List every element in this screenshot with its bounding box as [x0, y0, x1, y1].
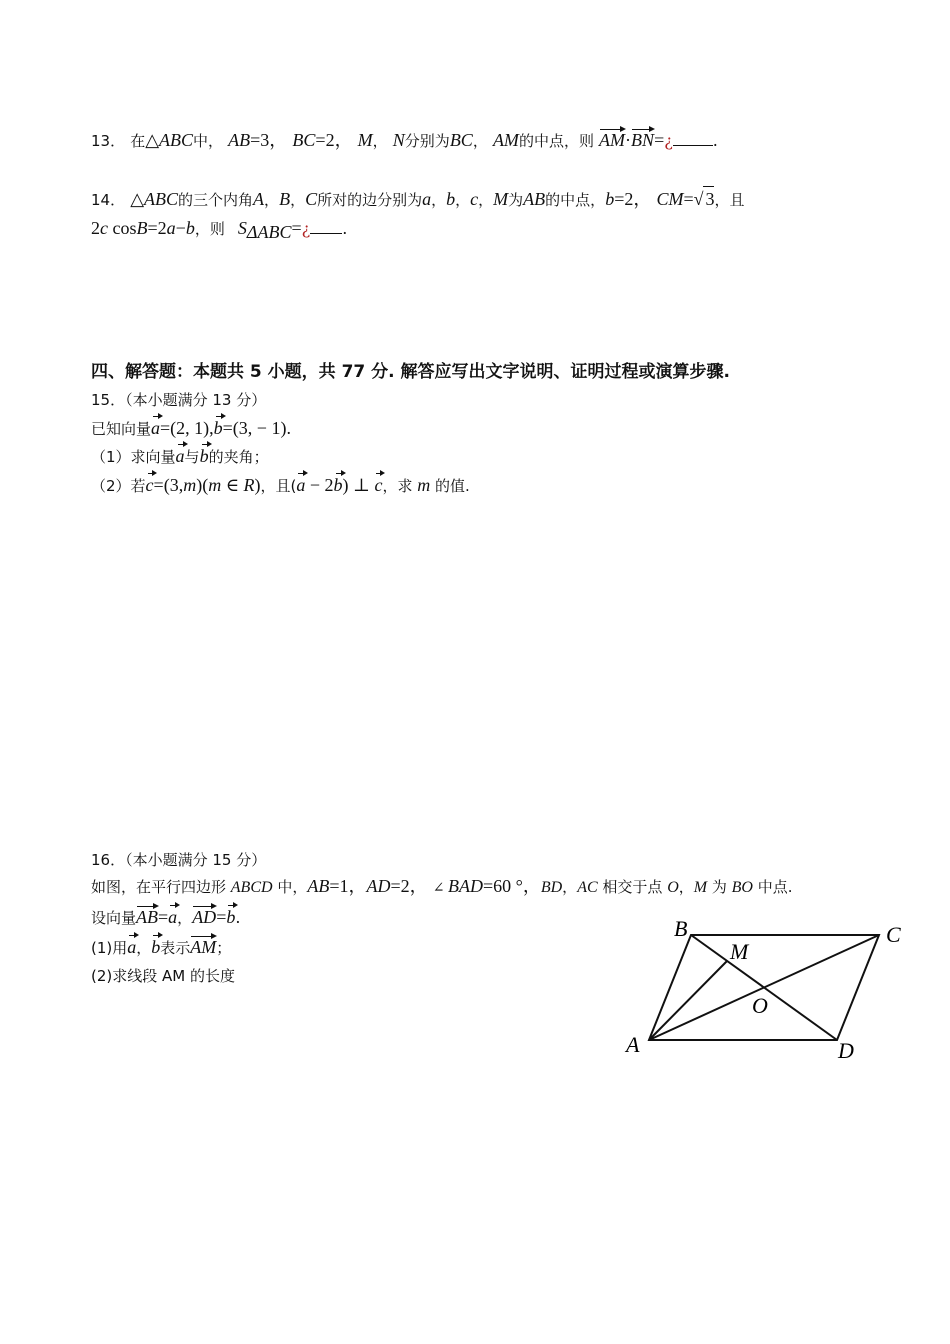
- label-c: C: [886, 922, 901, 947]
- q16-bd: BD: [540, 879, 563, 896]
- vector-a: a: [168, 907, 178, 927]
- var-m: m: [417, 475, 431, 495]
- q14-text: ，且: [714, 191, 745, 209]
- vector-c: c: [374, 475, 383, 495]
- q13-end: .: [712, 131, 718, 150]
- q16-comma: ，: [136, 939, 152, 957]
- cos-function: cos: [108, 218, 137, 238]
- angle-symbol: ∠: [432, 881, 448, 896]
- triangle-symbol: △: [145, 130, 160, 150]
- q16-comma: ，: [177, 909, 193, 927]
- q15-text: 的夹角；: [208, 448, 269, 466]
- q15-part1: [91, 444, 269, 469]
- q16-end: ；: [216, 939, 232, 957]
- q14-c: c: [470, 189, 479, 209]
- minus-sign: −: [175, 218, 186, 238]
- q14-text: ，则: [194, 220, 225, 238]
- vector-a: a: [127, 937, 137, 957]
- q15-text: 的值.: [430, 477, 470, 495]
- q15-text: （2）若: [91, 477, 146, 495]
- vector-a: a: [175, 446, 185, 466]
- q16-eq: =60 °，: [482, 876, 541, 896]
- q14-A: A: [253, 189, 265, 209]
- label-o: O: [752, 993, 768, 1018]
- vector-a: a: [151, 418, 161, 438]
- q14-b: b: [185, 218, 195, 238]
- q16-ac: AC: [577, 879, 598, 896]
- dot-operator: ·: [625, 130, 632, 150]
- var-m: m: [183, 475, 197, 495]
- q16-m: M: [693, 879, 708, 896]
- q13-eq: =2，: [315, 130, 353, 150]
- area-subscript: ΔABC: [246, 222, 292, 243]
- q14-comma: ，: [264, 191, 280, 209]
- q14-eq: =2: [147, 218, 167, 238]
- q16-text: 表示: [160, 939, 191, 957]
- q14-b: b: [446, 189, 456, 209]
- vector-a-value: =(2, 1),: [160, 418, 214, 438]
- q14-eq: =2，: [614, 189, 652, 209]
- vector-b: b: [333, 475, 343, 495]
- q14-B: B: [279, 189, 291, 209]
- q14-text: 所对的边分别为: [317, 191, 423, 209]
- q13-comma: ，: [472, 132, 488, 150]
- sqrt-radicand: 3: [703, 186, 714, 211]
- q16-comma: ，: [678, 878, 694, 896]
- q13-number: 13．: [91, 132, 126, 150]
- q14-line1: [91, 186, 745, 212]
- q14-text: 的中点，: [545, 191, 606, 209]
- q15-text: （1）求向量: [91, 448, 176, 466]
- answer-placeholder: ¿: [301, 219, 311, 238]
- q13-comma: ，: [372, 132, 388, 150]
- q15-text: ，求: [382, 477, 418, 495]
- q13-text: 分别为: [404, 132, 450, 150]
- label-m: M: [730, 939, 749, 964]
- q14-text: 的三个内角: [178, 191, 254, 209]
- q14-coef: 2: [91, 218, 100, 238]
- q16-eq: =1，: [329, 876, 367, 896]
- q16-text: (1)用: [91, 939, 128, 957]
- q16-o: O: [667, 879, 679, 896]
- q14-comma: ，: [455, 191, 471, 209]
- paren: )(: [196, 475, 209, 495]
- minus-2: − 2: [305, 475, 334, 495]
- vector-am: AM: [599, 130, 626, 150]
- q16-text: 中点.: [752, 878, 793, 896]
- q16-text: 中，: [272, 878, 308, 896]
- q13-line: [91, 128, 718, 153]
- q13-bc2: BC: [449, 130, 473, 150]
- q14-CM: CM: [656, 189, 684, 209]
- q15-title: 15．（本小题满分 13 分）: [91, 391, 267, 409]
- sqrt-sign: √: [693, 189, 704, 209]
- q13-eq: =3，: [250, 130, 288, 150]
- vector-c: c: [145, 475, 154, 495]
- answer-placeholder: ¿: [664, 131, 673, 150]
- label-d: D: [838, 1038, 854, 1063]
- q13-text: 中，: [193, 132, 224, 150]
- triangle-symbol: △: [130, 189, 145, 209]
- q16-eq: =2，: [390, 876, 428, 896]
- vector-b-value: =(3, − 1).: [222, 418, 291, 438]
- q13-eq: =: [654, 130, 665, 150]
- q13-m: M: [357, 130, 373, 150]
- label-a: A: [626, 1032, 640, 1057]
- q16-line1: [91, 874, 793, 901]
- q13-text: 的中点，则: [518, 132, 594, 150]
- vector-a: a: [296, 475, 306, 495]
- var-m: m: [208, 475, 222, 495]
- q16-eq: =: [216, 907, 227, 927]
- vector-b: b: [213, 418, 223, 438]
- q14-comma: ，: [431, 191, 447, 209]
- q14-AB: AB: [523, 189, 546, 209]
- q14-eq: =: [683, 189, 694, 209]
- q13-ab: AB: [228, 130, 251, 150]
- q16-text: 相交于点: [597, 878, 668, 896]
- q16-text: 如图，在平行四边形: [91, 878, 231, 896]
- q14-end: .: [342, 219, 348, 238]
- q14-b: b: [605, 189, 615, 209]
- vector-b: b: [199, 446, 209, 466]
- vector-b: b: [226, 907, 236, 927]
- q14-a: a: [422, 189, 432, 209]
- q16-text: 为: [707, 878, 732, 896]
- q16-eq: =: [158, 907, 169, 927]
- q16-end: .: [235, 908, 241, 927]
- q14-eq: =: [291, 218, 302, 238]
- paren: ): [254, 475, 261, 495]
- q14-c: c: [100, 218, 108, 238]
- q14-abc: ABC: [144, 189, 179, 209]
- vector-b: b: [151, 937, 161, 957]
- section-heading: 四、解答题：本题共 5 小题，共 77 分. 解答应写出文字说明、证明过程或演算步骤.: [91, 362, 730, 382]
- q15-given: [91, 416, 291, 441]
- q16-text: 设向量: [91, 909, 137, 927]
- q13-bc: BC: [292, 130, 316, 150]
- q14-a: a: [166, 218, 176, 238]
- q14-text: 为: [508, 191, 524, 209]
- q14-line2: [91, 216, 347, 244]
- q15-text: ，且(: [260, 477, 297, 495]
- q16-bo: BO: [731, 879, 753, 896]
- answer-blank: [673, 129, 713, 146]
- q15-part2: [91, 473, 470, 498]
- q14-B: B: [136, 218, 148, 238]
- vector-am: AM: [190, 937, 217, 957]
- set-R: R: [243, 475, 255, 495]
- q14-comma: ，: [290, 191, 306, 209]
- vector-ab: AB: [136, 907, 159, 927]
- segment-am: [649, 961, 727, 1040]
- q15-text: 与: [184, 448, 200, 466]
- q14-comma: ，: [478, 191, 494, 209]
- perp-symbol: ) ⊥: [342, 475, 375, 495]
- area-symbol: S: [237, 218, 247, 238]
- q16-line2: [91, 905, 240, 930]
- q16-line3: [91, 935, 231, 960]
- q13-am: AM: [492, 130, 519, 150]
- q13-abc: ABC: [159, 130, 194, 150]
- q14-number: 14．: [91, 191, 126, 209]
- answer-blank: [310, 217, 342, 234]
- label-b: B: [674, 916, 688, 941]
- q16-comma: ，: [562, 878, 578, 896]
- q16-bad: BAD: [447, 876, 483, 896]
- vector-bn: BN: [631, 130, 655, 150]
- q14-M: M: [493, 189, 509, 209]
- vector-ad: AD: [192, 907, 217, 927]
- q16-abcd: ABCD: [230, 879, 273, 896]
- q16-line4: (2)求线段 AM 的长度: [91, 967, 235, 985]
- q15-text: 已知向量: [91, 420, 152, 438]
- q13-text: 在: [130, 132, 146, 150]
- q16-ab: AB: [307, 876, 330, 896]
- q13-n: N: [392, 130, 405, 150]
- element-of: ∈: [221, 475, 244, 495]
- q16-ad: AD: [366, 876, 391, 896]
- q16-title: 16．（本小题满分 15 分）: [91, 851, 267, 869]
- diagonal-bd: [691, 935, 837, 1040]
- q14-C: C: [305, 189, 318, 209]
- parallelogram-figure: [612, 914, 912, 1074]
- vector-c-value: =(3,: [153, 475, 184, 495]
